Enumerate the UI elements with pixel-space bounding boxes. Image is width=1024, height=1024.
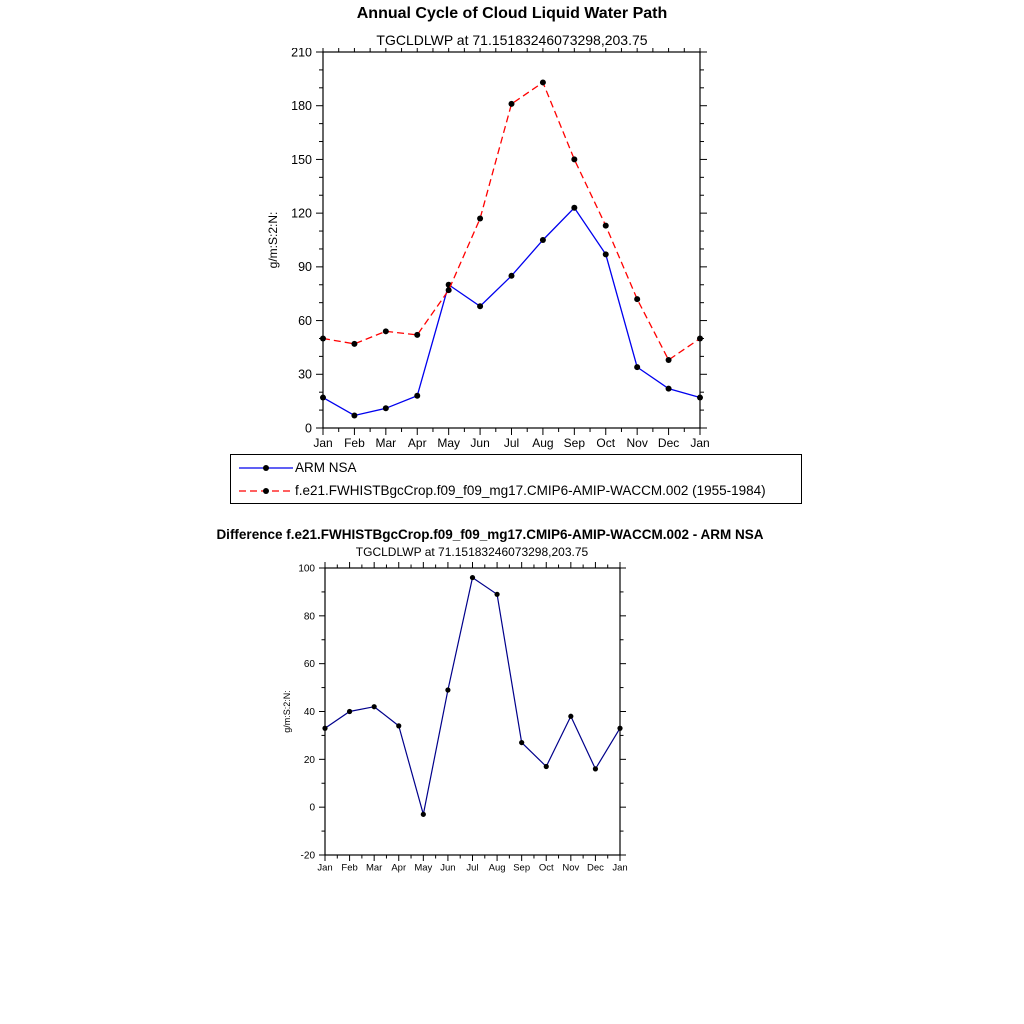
legend-line-sample-blue-icon <box>237 461 295 475</box>
difference-subtitle: TGCLDLWP at 71.15183246073298,203.75 <box>355 545 589 559</box>
svg-text:0: 0 <box>309 802 315 814</box>
svg-text:Feb: Feb <box>344 436 365 450</box>
svg-text:Oct: Oct <box>596 436 616 450</box>
svg-text:60: 60 <box>303 659 315 671</box>
svg-text:Jan: Jan <box>612 862 628 874</box>
svg-text:Nov: Nov <box>562 862 580 874</box>
svg-text:g/m:S:2:N:: g/m:S:2:N: <box>282 690 292 733</box>
difference-title: Difference f.e21.FWHISTBgcCrop.f09_f09_mg17.CMIP6-AMIP-WACCM.002 - ARM NSA <box>216 527 764 542</box>
svg-text:Dec: Dec <box>586 862 604 874</box>
svg-text:60: 60 <box>298 313 312 328</box>
svg-text:Sep: Sep <box>513 862 531 874</box>
svg-text:100: 100 <box>298 563 315 575</box>
svg-text:May: May <box>414 862 433 874</box>
svg-text:20: 20 <box>303 754 315 766</box>
svg-text:90: 90 <box>298 260 312 275</box>
annual-cycle-plot <box>250 48 720 453</box>
svg-text:-20: -20 <box>300 850 315 862</box>
svg-text:Jun: Jun <box>440 862 456 874</box>
annual-cycle-title: Annual Cycle of Cloud Liquid Water Path <box>356 5 668 22</box>
difference-plot <box>245 560 645 890</box>
legend-label-arm-nsa: ARM NSA <box>295 460 357 475</box>
legend-label-model: f.e21.FWHISTBgcCrop.f09_f09_mg17.CMIP6-AMIP-WACCM.002 (1955-1984) <box>295 483 766 498</box>
svg-text:Mar: Mar <box>365 862 383 874</box>
svg-text:Dec: Dec <box>657 436 680 450</box>
svg-text:Jul: Jul <box>466 862 479 874</box>
annual-cycle-subtitle: TGCLDLWP at 71.15183246073298,203.75 <box>376 32 648 48</box>
svg-text:0: 0 <box>305 421 312 436</box>
svg-text:210: 210 <box>291 48 312 60</box>
svg-text:120: 120 <box>291 206 312 221</box>
svg-text:30: 30 <box>298 367 312 382</box>
svg-text:Nov: Nov <box>626 436 648 450</box>
svg-text:May: May <box>437 436 461 450</box>
svg-text:Feb: Feb <box>341 862 358 874</box>
svg-text:Jan: Jan <box>317 862 333 874</box>
svg-text:Jan: Jan <box>313 436 333 450</box>
svg-text:Mar: Mar <box>375 436 397 450</box>
svg-text:Apr: Apr <box>407 436 427 450</box>
svg-text:Jun: Jun <box>470 436 490 450</box>
svg-text:180: 180 <box>291 99 312 114</box>
svg-text:150: 150 <box>291 152 312 167</box>
legend-item-arm-nsa <box>237 456 801 479</box>
legend-item-model <box>237 479 801 502</box>
svg-text:80: 80 <box>303 611 315 623</box>
svg-text:Jan: Jan <box>690 436 710 450</box>
legend-box <box>230 454 802 504</box>
svg-text:Aug: Aug <box>488 862 506 874</box>
svg-text:Sep: Sep <box>563 436 586 450</box>
legend-line-sample-red-icon <box>237 484 295 498</box>
svg-text:Oct: Oct <box>538 862 554 874</box>
svg-text:Apr: Apr <box>391 862 407 874</box>
svg-text:g/m:S:2:N:: g/m:S:2:N: <box>266 211 280 269</box>
svg-text:40: 40 <box>303 707 315 718</box>
svg-text:Jul: Jul <box>503 436 520 450</box>
svg-text:Aug: Aug <box>532 436 554 450</box>
